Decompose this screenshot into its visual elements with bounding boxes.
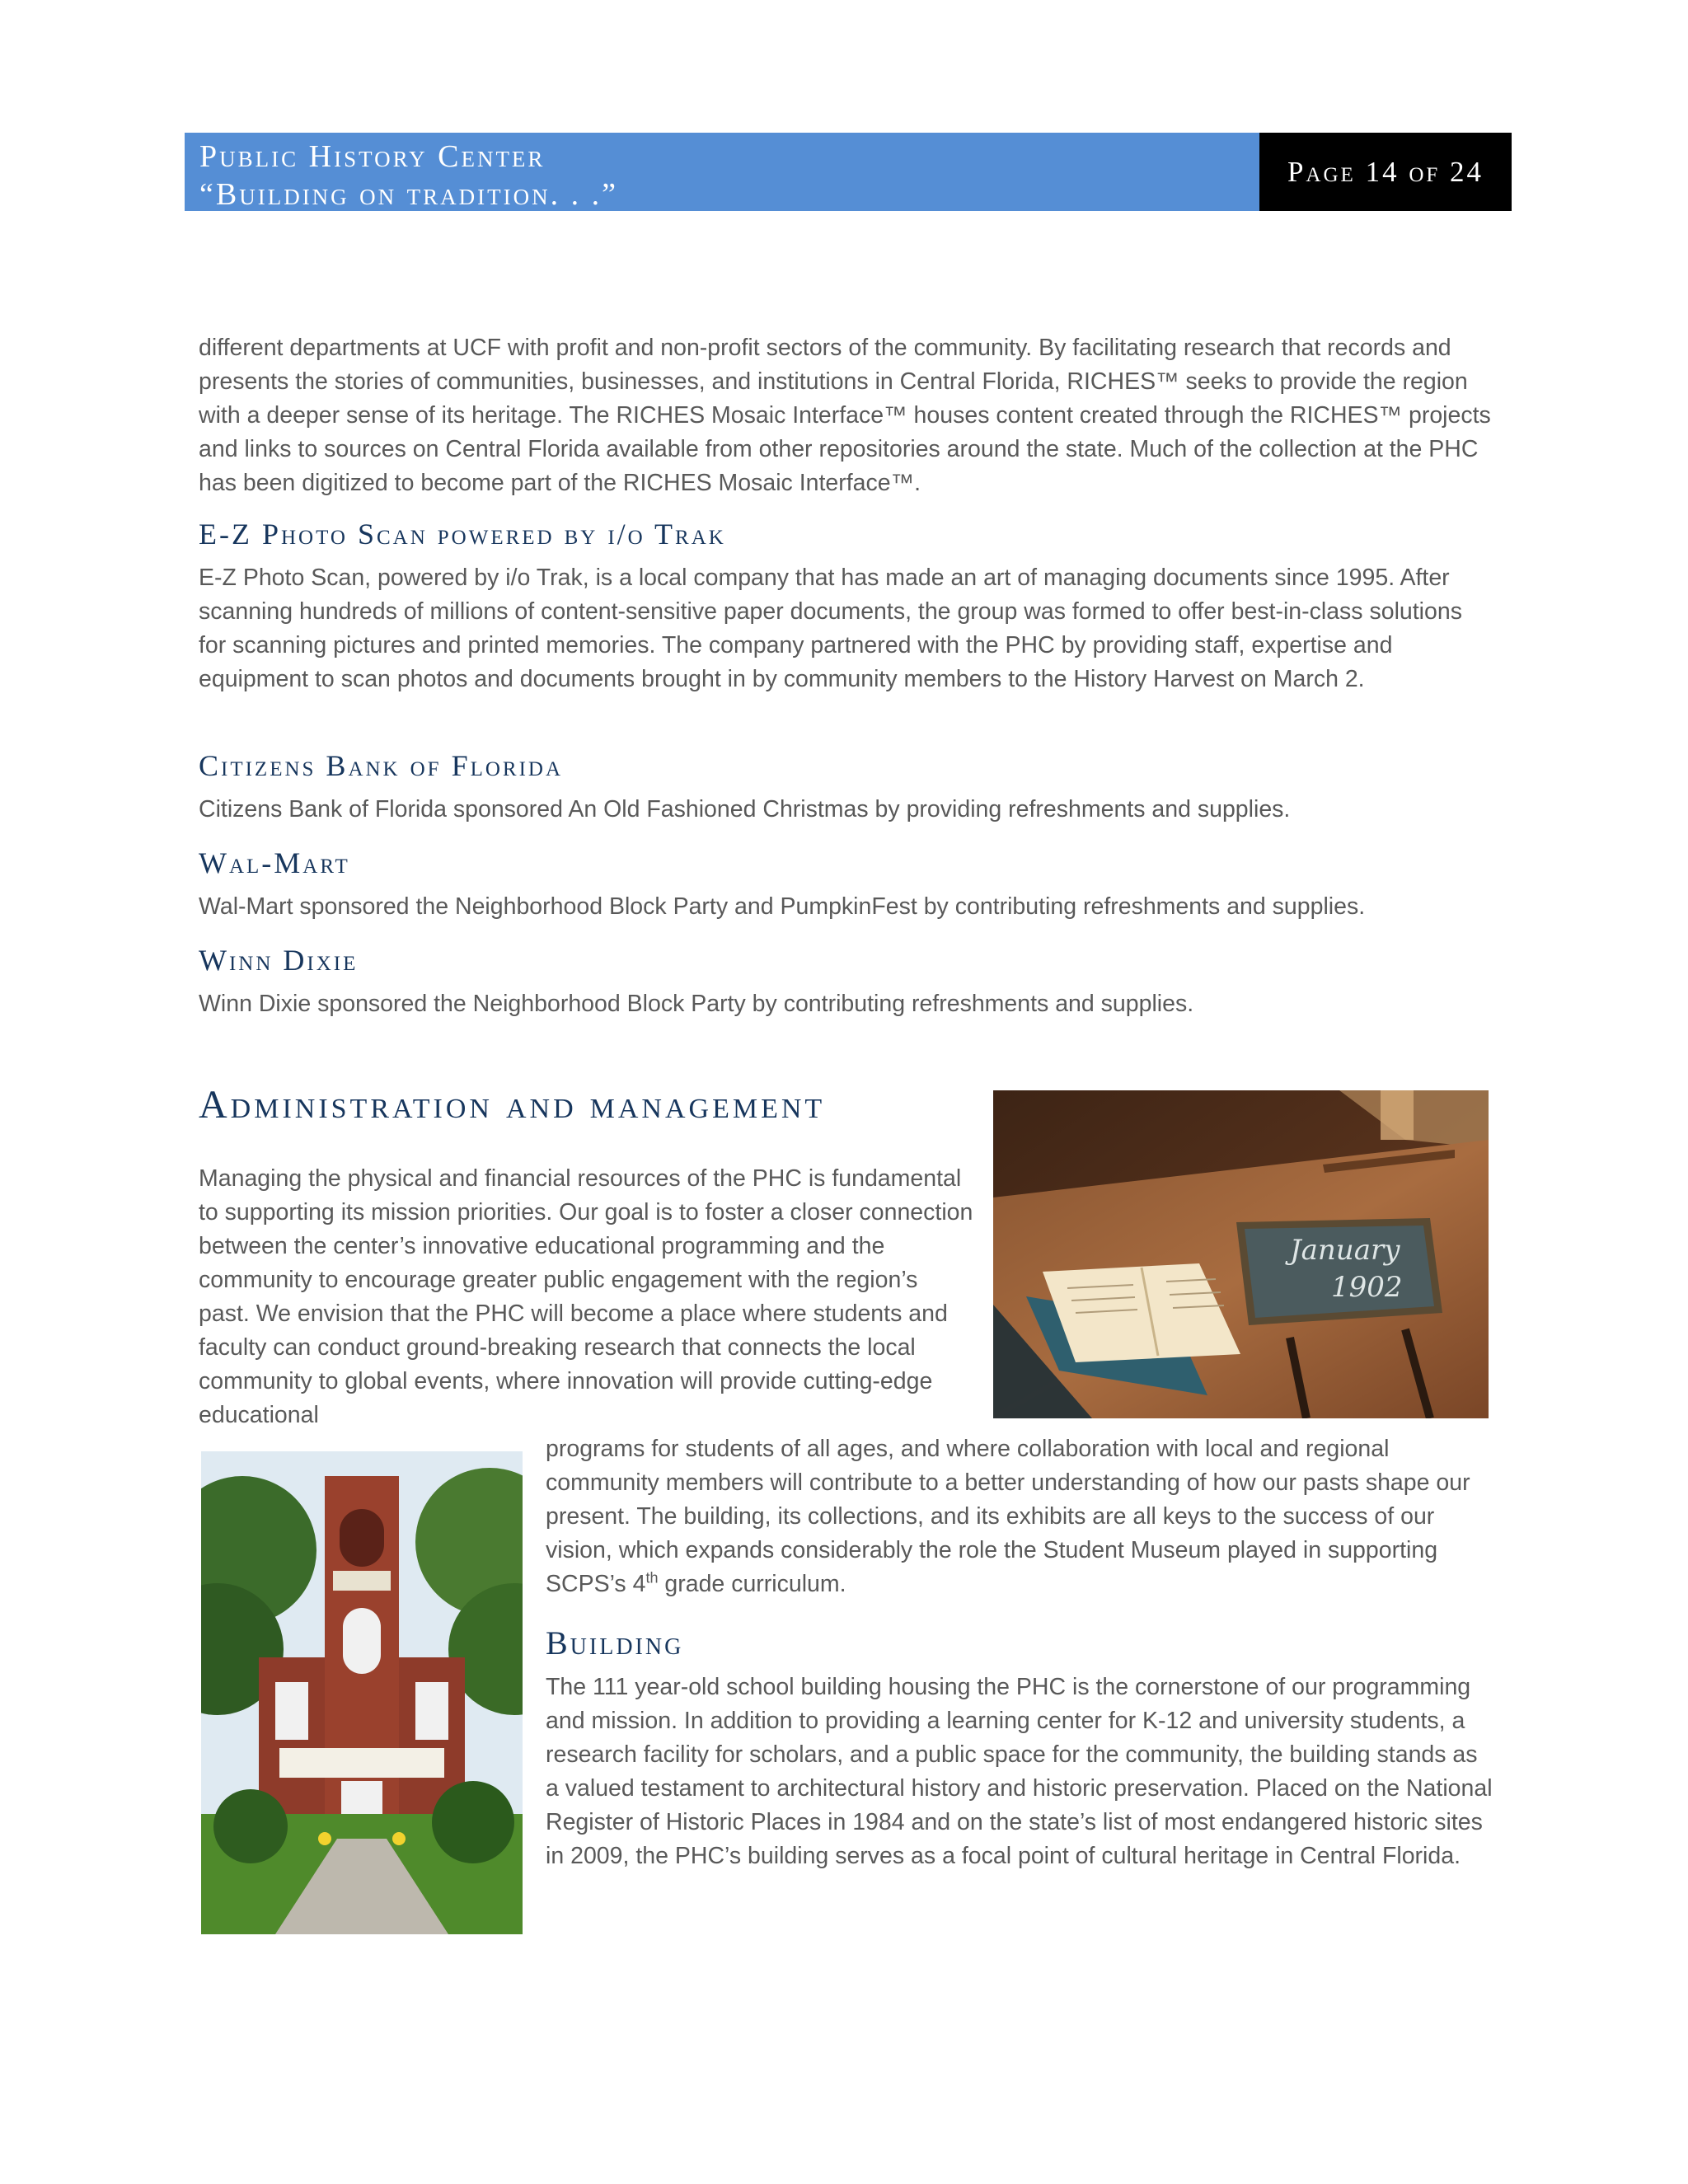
header-title-line1: Public History Center: [199, 139, 546, 174]
paragraph-wal-mart: Wal-Mart sponsored the Neighborhood Block Party and PumpkinFest by contributing refreshments and supplies.: [199, 893, 1366, 920]
heading-winn-dixie: Winn Dixie: [199, 944, 359, 977]
page-header: [185, 133, 1512, 211]
school-building-photo: [201, 1451, 523, 1934]
slate-text-month: January: [1290, 1234, 1400, 1267]
paragraph-administration-part2: [546, 1432, 1493, 1601]
heading-citizens-bank: Citizens Bank of Florida: [199, 749, 564, 782]
heading-ez-photo-scan: E-Z Photo Scan powered by i/o Trak: [199, 518, 726, 551]
header-title: [199, 138, 618, 213]
heading-administration: Administration and management: [199, 1083, 826, 1127]
paragraph-winn-dixie: Winn Dixie sponsored the Neighborhood Block Party by contributing refreshments and supplies.: [199, 991, 1194, 1017]
paragraph-citizens-bank: Citizens Bank of Florida sponsored An Old Fashioned Christmas by providing refreshments and supplies.: [199, 796, 1291, 823]
paragraph-ez-photo-scan: E-Z Photo Scan, powered by i/o Trak, is a local company that has made an art of managing documents since 1995. After scanning hundreds of millions of content-sensitive paper documents, the group was formed to offer best-in-class solutions for scanning pictures and printed memories. The company partnered with the PHC by providing staff, expertise and equipment to scan photos and documents brought in by community members to the History Harvest on March 2.: [199, 565, 1462, 692]
heading-wal-mart: Wal-Mart: [199, 846, 350, 879]
desk-slate-photo: [993, 1090, 1489, 1418]
intro-paragraph: different departments at UCF with profit and non-profit sectors of the community. By facilitating research that records and presents the stories of communities, businesses, and institutions in Central Florida, RICHES™ seeks to provide the region with a deeper sense of its heritage. The RICHES Mosaic Interface™ houses content created through the RICHES™ projects and links to sources on Central Florida available from other repositories around the state. Much of the collection at the PHC has been digitized to become part of the RICHES Mosaic Interface™.: [199, 335, 1491, 496]
page-number-badge: Page 14 of 24: [1259, 133, 1512, 211]
superscript-th: th: [645, 1569, 659, 1586]
heading-building: Building: [546, 1624, 684, 1661]
admin-text-end: grade curriculum.: [658, 1571, 846, 1597]
paragraph-administration-part1: Managing the physical and financial resources of the PHC is fundamental to supporting its mission priorities. Our goal is to foster a closer connection between the center’s innovative educational programming and the community to encourage greater public engagement with the region’s past. We envision that the PHC will become a place where students and faculty can conduct ground-breaking research that connects the local community to global events, where innovation will provide cutting-edge educational: [199, 1165, 973, 1428]
desk-slate-illustration: [993, 1090, 1489, 1418]
school-building-illustration: [201, 1451, 523, 1934]
paragraph-building: The 111 year-old school building housing the PHC is the cornerstone of our programming and mission. In addition to providing a learning center for K-12 and university students, a research facility for scholars, and a public space for the community, the building stands as a valued testament to architectural history and historic preservation. Placed on the National Register of Historic Places in 1984 and on the state’s list of most endangered historic sites in 2009, the PHC’s building serves as a focal point of cultural heritage in Central Florida.: [546, 1674, 1493, 1869]
header-title-line2: “Building on tradition. . .”: [199, 177, 619, 212]
slate-text-year: 1902: [1331, 1271, 1403, 1304]
admin-text-main: programs for students of all ages, and where collaboration with local and regional community members will contribute to a better understanding of how our pasts shape our present. The building, its collections, and its exhibits are all keys to the success of our vision, which expands considerably the role the Student Museum played in supporting SCPS’s 4: [546, 1436, 1470, 1597]
